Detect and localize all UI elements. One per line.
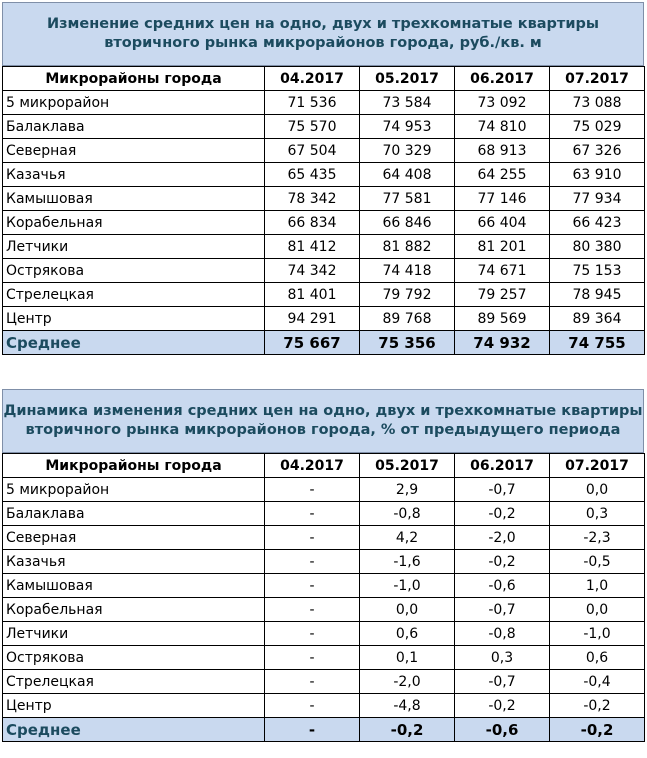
district-name-cell: Корабельная bbox=[3, 598, 265, 622]
value-cell: 75 570 bbox=[265, 115, 360, 139]
table-row bbox=[3, 550, 645, 574]
value-cell: 1,0 bbox=[550, 574, 645, 598]
district-name-cell: Центр bbox=[3, 694, 265, 718]
value-cell: 68 913 bbox=[455, 139, 550, 163]
district-name-cell: Острякова bbox=[3, 646, 265, 670]
value-cell: 74 342 bbox=[265, 259, 360, 283]
value-cell: -0,5 bbox=[550, 550, 645, 574]
value-cell: -1,6 bbox=[360, 550, 455, 574]
value-cell: -0,2 bbox=[550, 694, 645, 718]
value-cell: 0,0 bbox=[360, 598, 455, 622]
average-value-cell: -0,2 bbox=[360, 718, 455, 742]
district-name-cell: Балаклава bbox=[3, 115, 265, 139]
average-value-cell: 74 932 bbox=[455, 331, 550, 355]
value-cell: -2,3 bbox=[550, 526, 645, 550]
value-cell: 81 412 bbox=[265, 235, 360, 259]
price-table-block bbox=[2, 2, 644, 355]
table-row bbox=[3, 478, 645, 502]
column-header: 04.2017 bbox=[265, 67, 360, 91]
district-name-cell: 5 микрорайон bbox=[3, 478, 265, 502]
value-cell: -0,2 bbox=[455, 550, 550, 574]
value-cell: 75 029 bbox=[550, 115, 645, 139]
value-cell: 77 581 bbox=[360, 187, 455, 211]
table-row bbox=[3, 646, 645, 670]
district-name-cell: Камышовая bbox=[3, 187, 265, 211]
table-row bbox=[3, 622, 645, 646]
district-name-cell: Казачья bbox=[3, 550, 265, 574]
value-cell: 89 768 bbox=[360, 307, 455, 331]
district-name-cell: Казачья bbox=[3, 163, 265, 187]
average-value-cell: -0,6 bbox=[455, 718, 550, 742]
value-cell: -0,7 bbox=[455, 478, 550, 502]
value-cell: -1,0 bbox=[360, 574, 455, 598]
change-average-row bbox=[3, 718, 645, 742]
value-cell: -0,7 bbox=[455, 598, 550, 622]
value-cell: 74 671 bbox=[455, 259, 550, 283]
table-row bbox=[3, 211, 645, 235]
value-cell: - bbox=[265, 646, 360, 670]
district-name-cell: Камышовая bbox=[3, 574, 265, 598]
table-row bbox=[3, 694, 645, 718]
change-table-title bbox=[2, 389, 644, 453]
value-cell: 75 153 bbox=[550, 259, 645, 283]
average-value-cell: - bbox=[265, 718, 360, 742]
table-row bbox=[3, 91, 645, 115]
average-value-cell: -0,2 bbox=[550, 718, 645, 742]
change-table-title-line1: Динамика изменения средних цен на одно, двух и трехкомнатые квартиры bbox=[3, 403, 643, 419]
value-cell: -0,6 bbox=[455, 574, 550, 598]
change-table bbox=[2, 453, 645, 742]
value-cell: 89 364 bbox=[550, 307, 645, 331]
value-cell: -2,0 bbox=[360, 670, 455, 694]
table-row bbox=[3, 283, 645, 307]
value-cell: 73 092 bbox=[455, 91, 550, 115]
value-cell: -0,8 bbox=[360, 502, 455, 526]
district-name-cell: Северная bbox=[3, 526, 265, 550]
district-name-cell: Корабельная bbox=[3, 211, 265, 235]
value-cell: 66 404 bbox=[455, 211, 550, 235]
district-name-cell: Летчики bbox=[3, 235, 265, 259]
value-cell: 0,3 bbox=[455, 646, 550, 670]
table-row bbox=[3, 598, 645, 622]
value-cell: 65 435 bbox=[265, 163, 360, 187]
column-header: 07.2017 bbox=[550, 454, 645, 478]
value-cell: 4,2 bbox=[360, 526, 455, 550]
change-table-body bbox=[3, 478, 645, 742]
district-name-cell: Северная bbox=[3, 139, 265, 163]
price-table-title bbox=[2, 2, 644, 66]
value-cell: 74 418 bbox=[360, 259, 455, 283]
value-cell: -2,0 bbox=[455, 526, 550, 550]
value-cell: 78 342 bbox=[265, 187, 360, 211]
value-cell: - bbox=[265, 550, 360, 574]
value-cell: 66 846 bbox=[360, 211, 455, 235]
value-cell: -0,8 bbox=[455, 622, 550, 646]
table-row bbox=[3, 235, 645, 259]
price-table-title-line2: вторичного рынка микрорайонов города, руб./кв. м bbox=[104, 35, 542, 51]
table-row bbox=[3, 526, 645, 550]
column-header: 05.2017 bbox=[360, 454, 455, 478]
value-cell: 66 423 bbox=[550, 211, 645, 235]
table-row bbox=[3, 307, 645, 331]
column-header: 06.2017 bbox=[455, 454, 550, 478]
value-cell: 81 882 bbox=[360, 235, 455, 259]
value-cell: 71 536 bbox=[265, 91, 360, 115]
value-cell: 70 329 bbox=[360, 139, 455, 163]
table-row bbox=[3, 670, 645, 694]
table-row bbox=[3, 187, 645, 211]
value-cell: 77 934 bbox=[550, 187, 645, 211]
value-cell: 0,0 bbox=[550, 478, 645, 502]
value-cell: 63 910 bbox=[550, 163, 645, 187]
district-name-cell: Центр bbox=[3, 307, 265, 331]
value-cell: 89 569 bbox=[455, 307, 550, 331]
table-row bbox=[3, 163, 645, 187]
district-name-cell: 5 микрорайон bbox=[3, 91, 265, 115]
district-name-cell: Острякова bbox=[3, 259, 265, 283]
price-table-body bbox=[3, 91, 645, 355]
value-cell: - bbox=[265, 574, 360, 598]
value-cell: 73 088 bbox=[550, 91, 645, 115]
column-header: 07.2017 bbox=[550, 67, 645, 91]
value-cell: 64 255 bbox=[455, 163, 550, 187]
average-label-cell: Среднее bbox=[3, 331, 265, 355]
value-cell: - bbox=[265, 526, 360, 550]
value-cell: 0,6 bbox=[550, 646, 645, 670]
value-cell: 81 401 bbox=[265, 283, 360, 307]
value-cell: 74 953 bbox=[360, 115, 455, 139]
value-cell: -0,4 bbox=[550, 670, 645, 694]
value-cell: 79 257 bbox=[455, 283, 550, 307]
value-cell: 2,9 bbox=[360, 478, 455, 502]
value-cell: - bbox=[265, 478, 360, 502]
value-cell: 0,6 bbox=[360, 622, 455, 646]
average-value-cell: 75 356 bbox=[360, 331, 455, 355]
value-cell: 79 792 bbox=[360, 283, 455, 307]
district-name-cell: Балаклава bbox=[3, 502, 265, 526]
value-cell: -0,2 bbox=[455, 502, 550, 526]
price-table-header-row bbox=[3, 67, 645, 91]
change-table-title-line2: вторичного рынка микрорайонов города, % от предыдущего периода bbox=[25, 422, 621, 438]
average-label-cell: Среднее bbox=[3, 718, 265, 742]
change-table-block bbox=[2, 389, 644, 742]
value-cell: 74 810 bbox=[455, 115, 550, 139]
value-cell: 0,3 bbox=[550, 502, 645, 526]
value-cell: 77 146 bbox=[455, 187, 550, 211]
value-cell: 94 291 bbox=[265, 307, 360, 331]
value-cell: - bbox=[265, 502, 360, 526]
column-header: 05.2017 bbox=[360, 67, 455, 91]
average-value-cell: 74 755 bbox=[550, 331, 645, 355]
average-value-cell: 75 667 bbox=[265, 331, 360, 355]
value-cell: - bbox=[265, 694, 360, 718]
price-average-row bbox=[3, 331, 645, 355]
value-cell: -1,0 bbox=[550, 622, 645, 646]
price-table bbox=[2, 66, 645, 355]
column-header: 06.2017 bbox=[455, 67, 550, 91]
column-header: Микрорайоны города bbox=[3, 67, 265, 91]
district-name-cell: Стрелецкая bbox=[3, 283, 265, 307]
table-row bbox=[3, 259, 645, 283]
value-cell: 81 201 bbox=[455, 235, 550, 259]
value-cell: - bbox=[265, 598, 360, 622]
value-cell: - bbox=[265, 670, 360, 694]
value-cell: 78 945 bbox=[550, 283, 645, 307]
column-header: 04.2017 bbox=[265, 454, 360, 478]
table-row bbox=[3, 115, 645, 139]
district-name-cell: Стрелецкая bbox=[3, 670, 265, 694]
value-cell: -0,7 bbox=[455, 670, 550, 694]
column-header: Микрорайоны города bbox=[3, 454, 265, 478]
value-cell: 67 326 bbox=[550, 139, 645, 163]
table-row bbox=[3, 574, 645, 598]
value-cell: - bbox=[265, 622, 360, 646]
table-row bbox=[3, 139, 645, 163]
value-cell: 80 380 bbox=[550, 235, 645, 259]
district-name-cell: Летчики bbox=[3, 622, 265, 646]
value-cell: -0,2 bbox=[455, 694, 550, 718]
value-cell: 64 408 bbox=[360, 163, 455, 187]
value-cell: -4,8 bbox=[360, 694, 455, 718]
price-table-title-line1: Изменение средних цен на одно, двух и трехкомнатые квартиры bbox=[47, 16, 599, 32]
value-cell: 67 504 bbox=[265, 139, 360, 163]
value-cell: 0,1 bbox=[360, 646, 455, 670]
value-cell: 73 584 bbox=[360, 91, 455, 115]
value-cell: 0,0 bbox=[550, 598, 645, 622]
change-table-header-row bbox=[3, 454, 645, 478]
value-cell: 66 834 bbox=[265, 211, 360, 235]
table-row bbox=[3, 502, 645, 526]
